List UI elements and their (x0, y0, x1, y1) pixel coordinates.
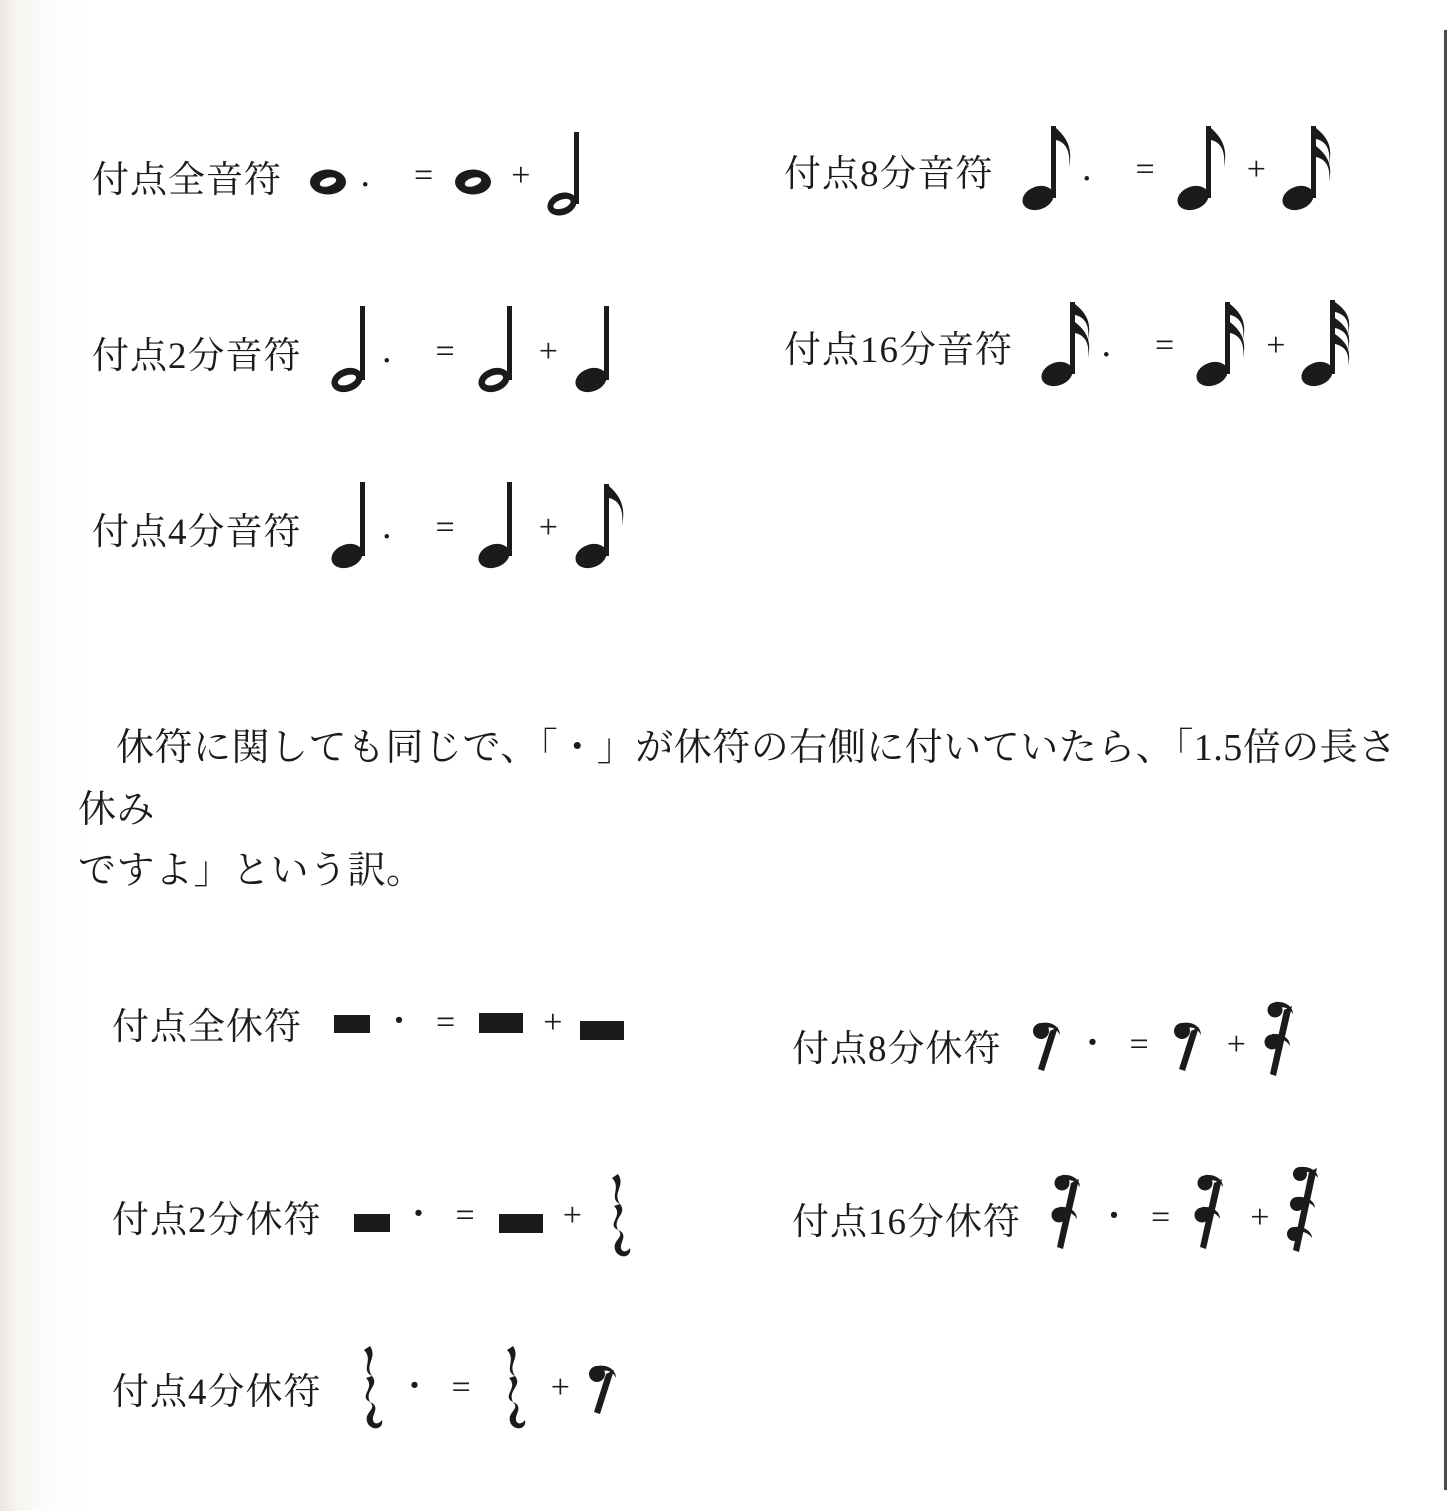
note-row-dotted-eighth (784, 120, 1340, 220)
thirtysecond-rest-icon (1283, 1158, 1331, 1278)
plus-sign: + (1250, 1199, 1270, 1236)
eighth-rest-icon (584, 1340, 628, 1436)
thirtysecond-note-icon (1299, 296, 1361, 396)
rest-equation (1028, 990, 1306, 1100)
rest-row-dotted-half (112, 1168, 642, 1264)
equals-sign: = (435, 333, 455, 370)
paragraph-line-1: 休符に関しても同じで、「・」が休符の右側に付いていたら、「1.5倍の長さ休み (78, 727, 1397, 831)
sixteenth-note-icon (1194, 296, 1252, 396)
note-row-dotted-whole (92, 128, 590, 224)
eighth-note-icon (1020, 120, 1078, 220)
plus-sign: + (511, 157, 531, 194)
rest-row-label: 付点16分休符 (792, 1202, 1021, 1243)
quarter-rest-icon (348, 1340, 394, 1436)
quarter-rest-icon (596, 1168, 642, 1264)
sixteenth-note-icon (1039, 296, 1097, 396)
equals-sign: = (1151, 1199, 1171, 1236)
rest-row-dotted-sixteenth (792, 1158, 1331, 1278)
augmentation-dot: ． (1101, 327, 1135, 364)
eighth-rest-icon (1028, 997, 1072, 1093)
equals-sign: = (1155, 327, 1175, 364)
rest-row-label: 付点4分休符 (112, 1372, 322, 1413)
augmentation-dot: ． (1081, 151, 1116, 188)
quarter-note-icon (328, 478, 378, 578)
eighth-note-icon (1175, 120, 1233, 220)
sixteenth-rest-icon (1190, 1163, 1236, 1273)
note-equation (1039, 296, 1361, 396)
whole-rest-icon (475, 997, 529, 1049)
sixteenth-rest-icon (1260, 990, 1306, 1100)
half-rest-icon (576, 997, 630, 1049)
plus-sign: + (543, 1004, 563, 1041)
augmentation-dot: ・ (397, 1369, 432, 1406)
plus-sign: + (1266, 327, 1286, 364)
note-equation (1020, 120, 1340, 220)
half-rest-icon (348, 1190, 398, 1242)
equals-sign: = (1129, 1026, 1149, 1063)
quarter-note-icon (475, 478, 525, 578)
eighth-rest-icon (1169, 997, 1213, 1093)
augmentation-dot: ・ (1097, 1199, 1131, 1236)
sixteenth-note-icon (1280, 120, 1340, 220)
augmentation-dot: ・ (401, 1197, 436, 1234)
rest-row-label: 付点2分休符 (112, 1200, 322, 1241)
plus-sign: + (562, 1197, 582, 1234)
plus-sign: + (1226, 1026, 1246, 1063)
whole-note-icon (453, 146, 497, 206)
augmentation-dot: ・ (382, 1004, 416, 1041)
note-row-dotted-quarter (92, 478, 632, 578)
rest-equation (1047, 1158, 1331, 1278)
half-note-icon (328, 302, 378, 402)
paragraph-line-2: ですよ」という訳。 (78, 850, 425, 893)
augmentation-dot: ． (381, 333, 416, 370)
quarter-note-icon (572, 302, 622, 402)
note-row-label: 付点8分音符 (784, 154, 994, 195)
eighth-note-icon (572, 478, 632, 578)
body-paragraph (78, 718, 1408, 903)
plus-sign: + (550, 1369, 570, 1406)
plus-sign: + (538, 333, 558, 370)
equals-sign: = (436, 1004, 456, 1041)
rest-equation (348, 1340, 628, 1436)
note-row-label: 付点全音符 (92, 160, 282, 201)
note-row-dotted-half (92, 302, 622, 402)
rest-row-label: 付点全休符 (112, 1007, 302, 1048)
equals-sign: = (414, 157, 434, 194)
rest-equation (328, 997, 630, 1049)
rest-row-dotted-quarter (112, 1340, 628, 1436)
note-row-label: 付点2分音符 (92, 336, 302, 377)
rest-row-dotted-whole (112, 996, 630, 1050)
half-note-icon (475, 302, 525, 402)
note-row-label: 付点16分音符 (784, 330, 1013, 371)
augmentation-dot: ・ (1075, 1026, 1110, 1063)
note-equation (328, 302, 622, 402)
rest-row-dotted-eighth (792, 990, 1306, 1100)
rest-equation (348, 1168, 642, 1264)
half-note-icon (544, 128, 590, 224)
plus-sign: + (538, 509, 558, 546)
half-rest-icon (495, 1190, 549, 1242)
equals-sign: = (451, 1369, 471, 1406)
equals-sign: = (435, 509, 455, 546)
whole-rest-icon (328, 997, 378, 1049)
note-row-dotted-sixteenth (784, 296, 1361, 396)
equals-sign: = (1135, 151, 1155, 188)
quarter-rest-icon (491, 1340, 537, 1436)
rest-row-label: 付点8分休符 (792, 1029, 1002, 1070)
whole-note-icon (308, 146, 356, 206)
plus-sign: + (1246, 151, 1266, 188)
note-equation (328, 478, 632, 578)
sixteenth-rest-icon (1047, 1163, 1093, 1273)
augmentation-dot: ． (360, 157, 394, 194)
note-equation (308, 128, 590, 224)
equals-sign: = (455, 1197, 475, 1234)
note-row-label: 付点4分音符 (92, 512, 302, 553)
augmentation-dot: ． (381, 509, 416, 546)
